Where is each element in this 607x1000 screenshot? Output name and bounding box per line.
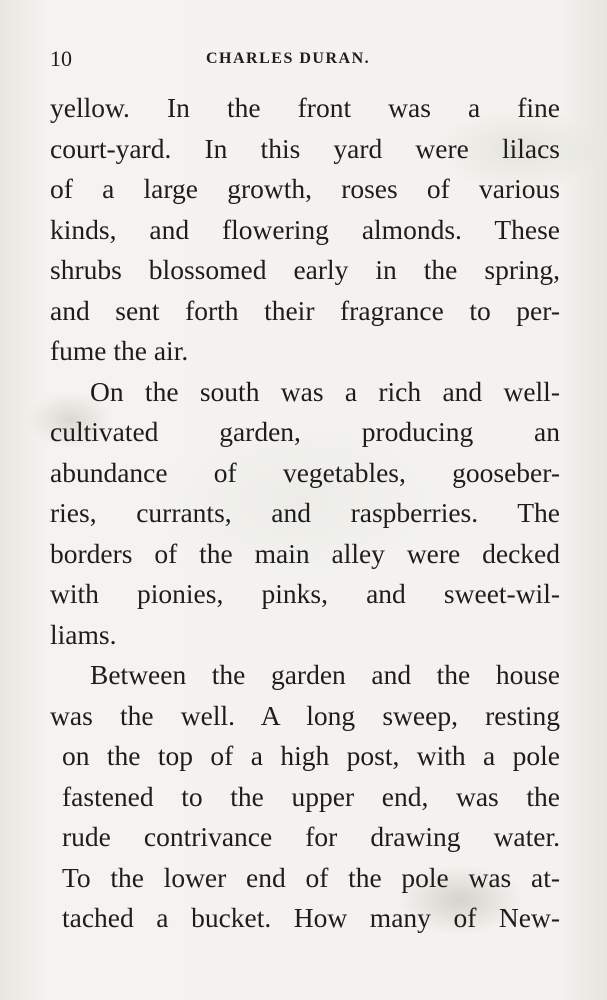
text-line: ries, currants, and raspberries. The — [50, 497, 560, 528]
text-line: To the lower end of the pole was at- — [62, 861, 560, 893]
text-line: was the well. A long sweep, resting — [50, 699, 560, 731]
text-line: liams. — [50, 618, 117, 650]
text-line: borders of the main alley were decked — [50, 537, 560, 569]
text-line: tached a bucket. How many of New- — [62, 902, 560, 933]
text-line: on the top of a high post, with a pole — [62, 740, 560, 771]
text-line: court-yard. In this yard were lilacs — [50, 132, 560, 164]
text-line: fastened to the upper end, was the — [62, 780, 560, 812]
text-line: with pionies, pinks, and sweet-wil- — [50, 578, 560, 609]
text-line: kinds, and flowering almonds. These — [50, 213, 560, 245]
running-head: CHARLES DURAN. — [206, 50, 371, 67]
text-line: rude contrivance for drawing water. — [62, 821, 560, 852]
text-line: yellow. In the front was a fine — [50, 92, 560, 123]
paragraph-first-line: On the south was a rich and well- — [90, 375, 560, 407]
text-line: of a large growth, roses of various — [50, 173, 560, 204]
text-line: abundance of vegetables, gooseber- — [50, 456, 560, 488]
body-text — [50, 88, 560, 939]
text-line: fume the air. — [50, 335, 189, 366]
text-line: cultivated garden, producing an — [50, 416, 560, 447]
page-number: 10 — [50, 46, 72, 71]
paragraph-first-line: Between the garden and the house — [90, 659, 560, 690]
page-header — [50, 44, 560, 74]
text-line: shrubs blossomed early in the spring, — [50, 254, 560, 285]
text-line: and sent forth their fragrance to per- — [50, 294, 560, 326]
